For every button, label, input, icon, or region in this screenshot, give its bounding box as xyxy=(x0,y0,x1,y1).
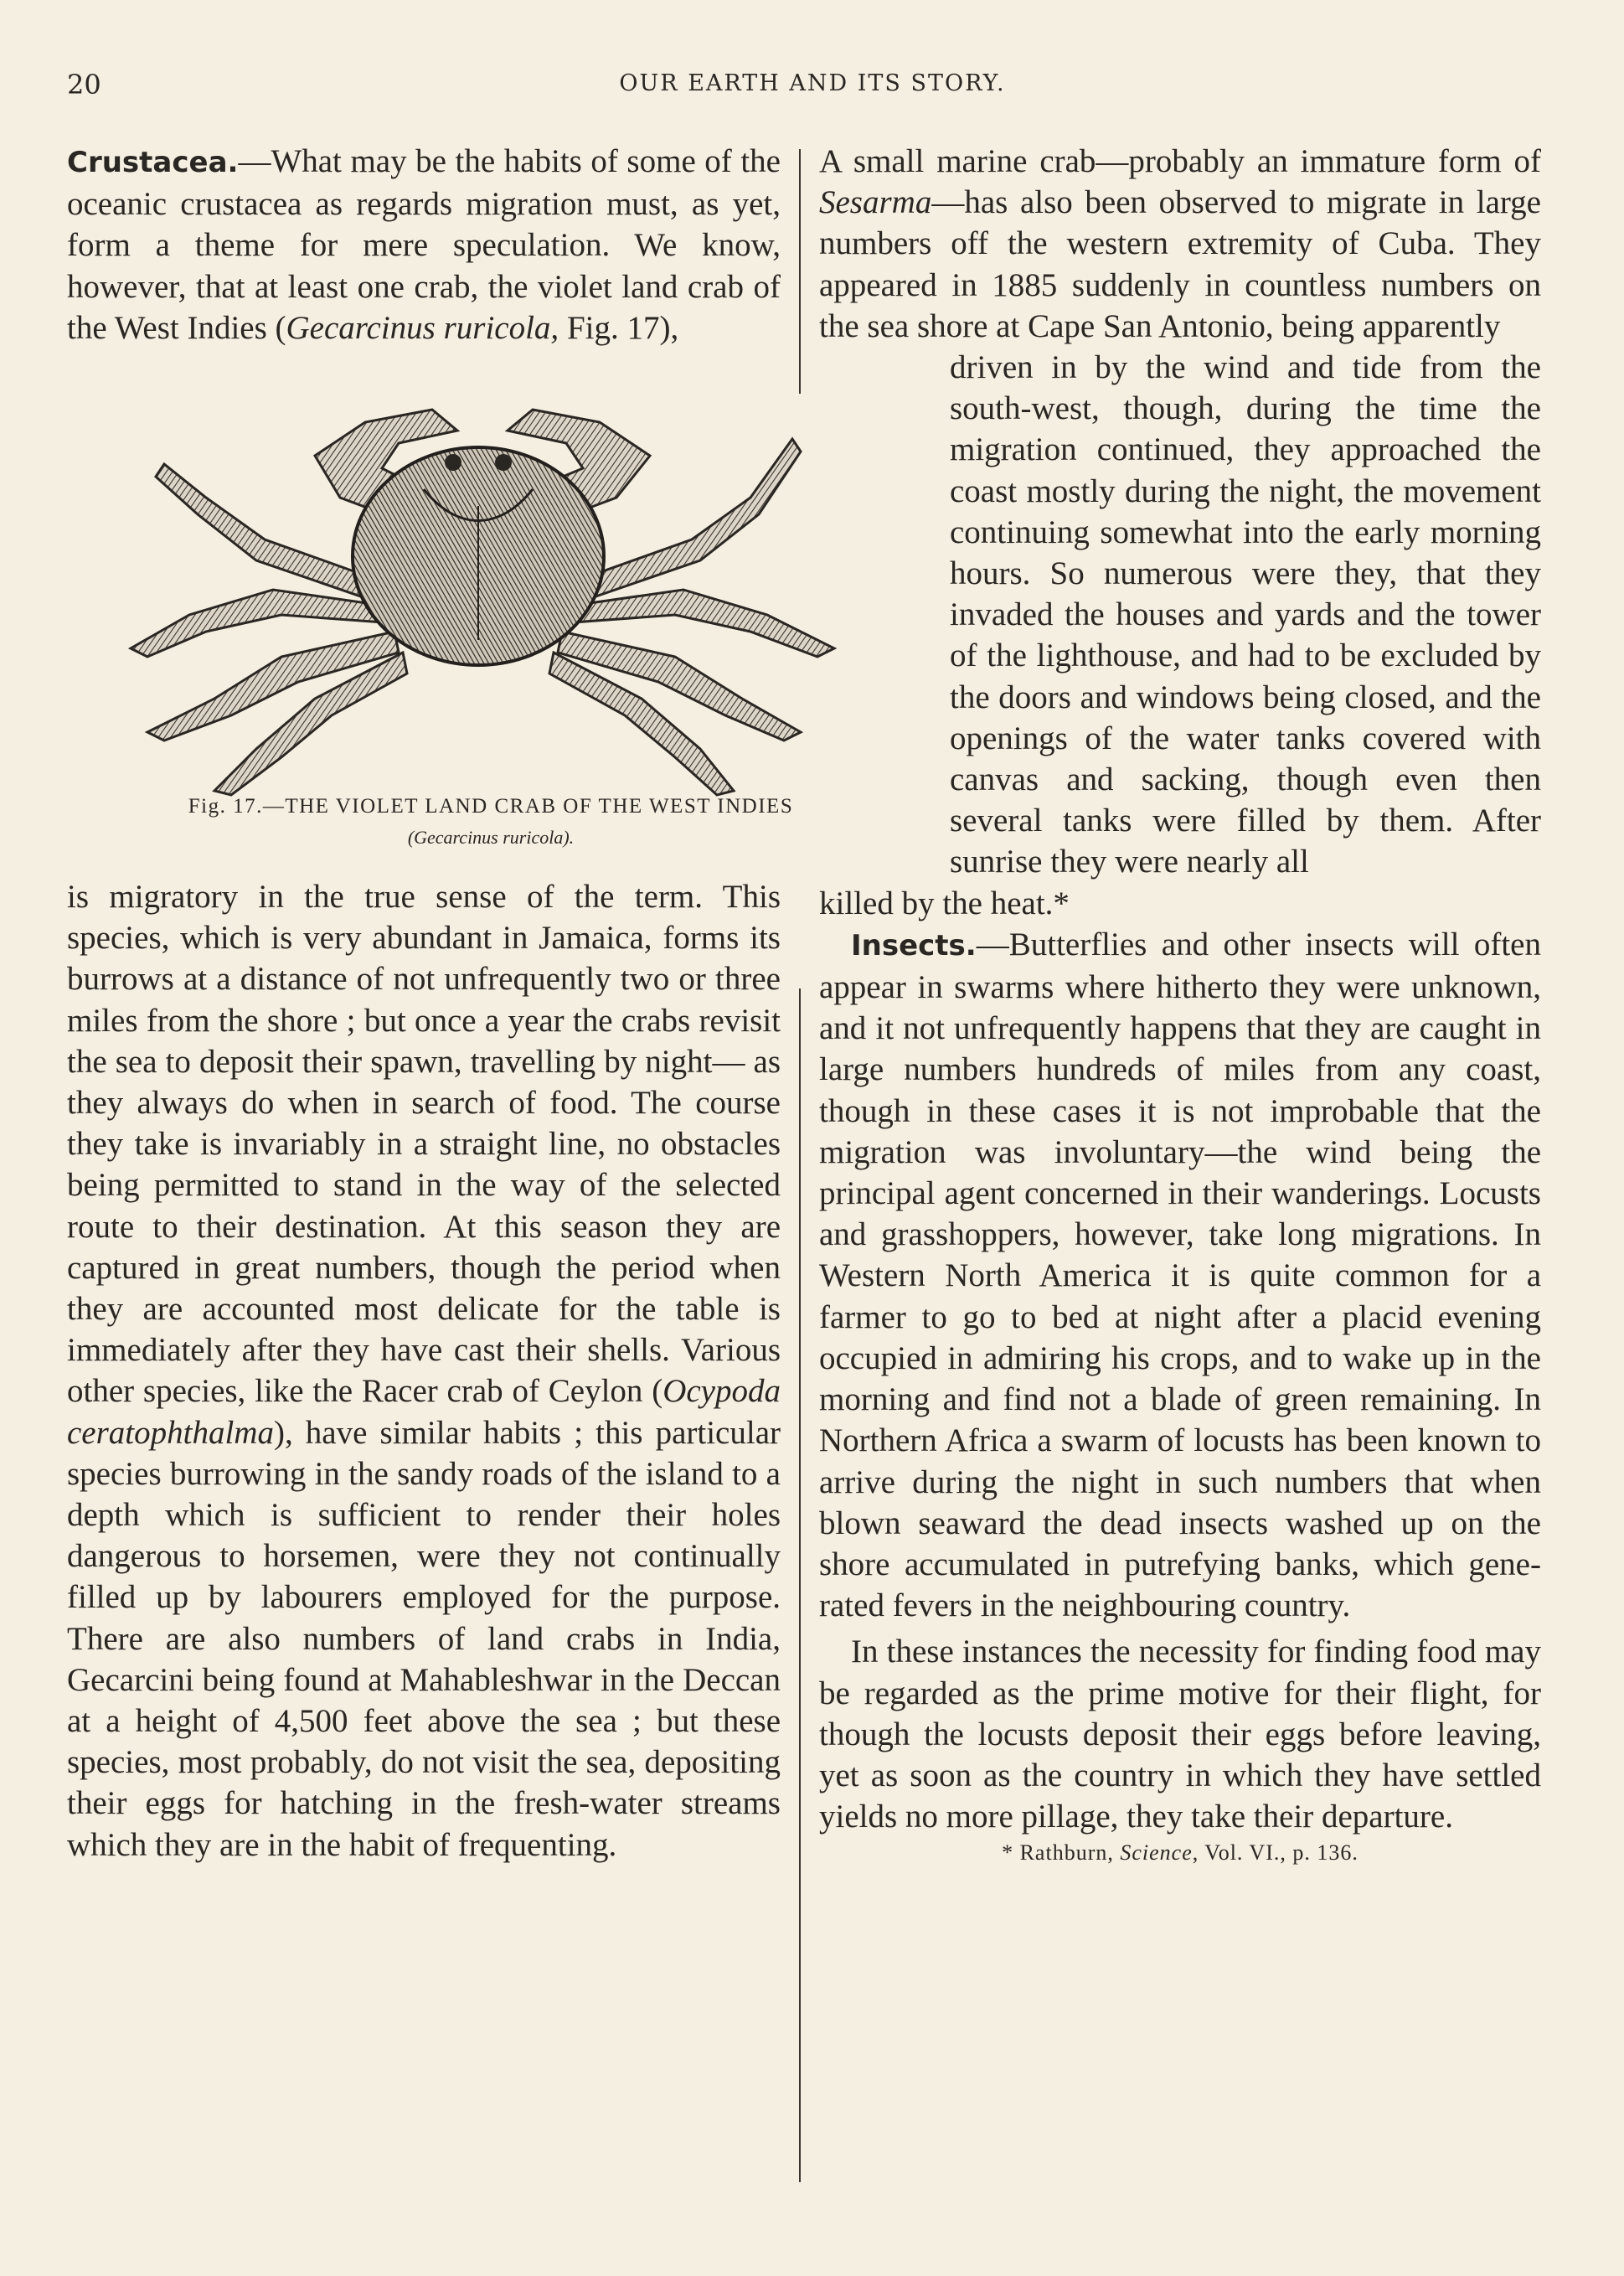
crustacea-paragraph-continued xyxy=(67,876,781,1866)
species-name: Sesarma xyxy=(819,184,932,221)
paragraph-text: A small marine crab—probably an immature form of xyxy=(819,143,1541,179)
page-header xyxy=(67,69,1558,111)
paragraph-text: —Butterflies and other insects will often appear in swarms where hitherto they were unknown, and it not unfrequently happens that they are caught in large numbers hundreds of miles from any coast, though in these cases it is not improbable that the migration was involuntary—the wind being the principal agent concerned in their wanderings. Locusts and grasshoppers, however, take long migrations. In Western North America it is quite common for a farmer to go to bed at night after a placid evening occupied in admiring his crops, and to wake up in the morning and find not a blade of green remaining. In Northern Africa a swarm of locusts has been known to arrive during the night in such numbers that when blown seaward the dead insects washed up on the shore accumulated in putrefying banks, which generated fevers in the neighbouring country. xyxy=(819,926,1541,1624)
footnote-citation: , Vol. VI., p. 136. xyxy=(1192,1840,1358,1866)
sesarma-paragraph-wrapped: driven in by the wind and tide from the south-west, though, during the time the migration continued, they approached the coast mostly during the night, the movement continuing somewhat into the early morning hours. So numerous were they, that they invaded the houses and yards and the tower of the lighthouse, and had to be excluded by the doors and windows being closed, and the openings of the water tanks covered with canvas and sacking, though even then several tanks were filled by them. After sunrise they were nearly all xyxy=(950,349,1541,880)
caption-species: (Gecarcinus ruricola). xyxy=(407,827,575,849)
locusts-paragraph: In these instances the necessity for finding food may be regarded as the prime motive for their flight, for though the locusts deposit their eggs before leaving, yet as soon as the country in which they have settled yields no more pillage, they take their departure. xyxy=(819,1633,1541,1835)
column-divider-top xyxy=(799,149,801,394)
species-name: Ocypoda ceratophthalma xyxy=(67,1373,781,1451)
sesarma-paragraph-end: killed by the heat.* xyxy=(819,885,1070,921)
sesarma-paragraph xyxy=(819,141,1541,347)
paragraph-text: is migratory in the true sense of the term. This species, which is very abundant in Jamaica, forms its burrows at a distance of not unfrequently two or three miles from the shore ; but once a year the crabs revisit the sea to deposit their spawn, travelling by night— as they always do when in search of food. The course they take is invariably in a straight line, no obstacles being permitted to stand in the way of the selected route to their destination. At this season they are captured in great numbers, though the period when they are accounted most delicate for the table is immediately after they have cast their shells. Various other species, like the Racer crab of Ceylon ( xyxy=(67,879,781,1410)
crab-illustration xyxy=(64,364,893,799)
caption-title: Fig. 17.—THE VIOLET LAND CRAB OF THE WEST INDIES xyxy=(188,795,794,818)
paragraph-text: ), have similar habits ; this particular species burrowing in the sandy roads of the island to a depth which is sufficient to render their holes dangerous to horsemen, were they not continually filled up by labourers employed for the purpose. There are also numbers of land crabs in India, Gecarcini being found at Mahableshwar in the Deccan at a height of 4,500 feet above the sea ; but these species, most probably, do not visit the sea, depositing their eggs for hatching in the fresh-water streams which they are in the habit of frequenting. xyxy=(67,1414,781,1863)
paragraph-text: —has also been observed to migrate in large numbers off the western extremity of Cuba. They appeared in 1885 suddenly in countless numbers on the sea shore at Cape San Antonio, being apparently xyxy=(819,184,1541,344)
figure-caption xyxy=(114,795,868,849)
left-column xyxy=(67,141,794,1866)
column-divider-bottom xyxy=(799,988,801,2182)
species-name: Gecarcinus ruricola, xyxy=(286,309,559,346)
footnote-journal: Science xyxy=(1120,1840,1193,1866)
paragraph-text: Fig. 17), xyxy=(559,309,679,346)
running-head: OUR EARTH AND ITS STORY. xyxy=(619,70,1006,96)
figure-17 xyxy=(64,364,893,866)
paragraph-text: —What may be the habits of some of the oceanic crustacea as regards migration must, as yet, form a theme for mere speculation. We know, however, that at least one crab, the violet land crab of the West Indies ( xyxy=(67,143,781,346)
footnote-marker: * Rathburn, xyxy=(1002,1840,1121,1866)
right-column xyxy=(819,141,1541,1866)
insects-paragraph xyxy=(819,924,1541,1626)
footnote xyxy=(819,1840,1541,1866)
crustacea-paragraph-opening xyxy=(67,141,781,348)
runin-heading-insects: Insects. xyxy=(851,928,977,963)
runin-heading-crustacea: Crustacea. xyxy=(67,146,239,179)
page-number: 20 xyxy=(67,69,101,101)
